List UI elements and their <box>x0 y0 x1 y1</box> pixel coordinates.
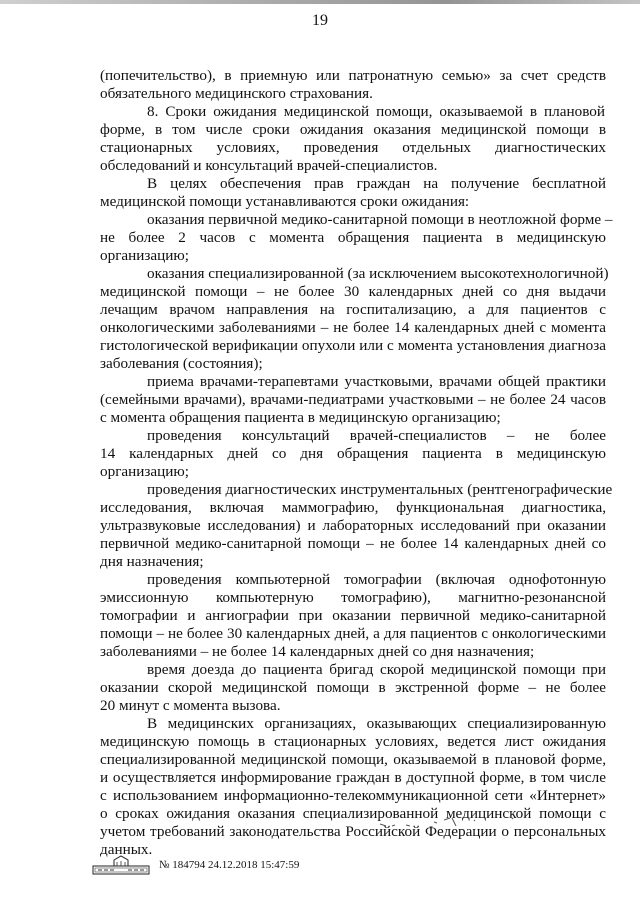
text-line: с использованием информационно-телекоммуникационной сети «Интернет» <box>100 787 606 804</box>
section-heading-line: 8. Сроки ожидания медицинской помощи, оказываемой в плановой <box>147 103 605 120</box>
text-line: проведения диагностических инструментальных (рентгенографические <box>147 481 613 498</box>
text-line: заболевания (состояния); <box>100 355 263 372</box>
text-line: медицинской помощи – не более 30 календарных дней со дня выдачи <box>100 283 606 300</box>
text-line: ультразвуковые исследования) и лабораторных исследований при оказании <box>100 517 606 534</box>
text-line: медицинскую помощь в стационарных условиях, ведется лист ожидания <box>100 733 606 750</box>
text-line: В целях обеспечения прав граждан на получение бесплатной <box>147 175 606 192</box>
emblem-icon <box>92 855 150 875</box>
text-line: (семейными врачами), врачами-педиатрами участковыми – не более 24 часов <box>100 391 606 408</box>
text-line: помощи – не более 30 календарных дней, а для пациентов с онкологическими <box>100 625 606 642</box>
section-heading-line: стационарных условиях, проведения отдельных диагностических <box>100 139 606 156</box>
text-line: обязательного медицинского страхования. <box>100 85 373 102</box>
stamp-text: № 184794 24.12.2018 15:47:59 <box>159 859 300 871</box>
text-line: оказания специализированной (за исключением высокотехнологичной) <box>147 265 609 282</box>
text-line: организацию; <box>100 463 189 480</box>
page-number: 19 <box>312 12 328 29</box>
text-line: эмиссионную компьютерную томографию), магнитно-резонансной <box>100 589 606 606</box>
text-line: учетом требований законодательства Российской Федерации о персональных <box>100 823 606 840</box>
text-line: 20 минут с момента вызова. <box>100 697 281 714</box>
text-line: организацию; <box>100 247 189 264</box>
text-line: оказания первичной медико-санитарной помощи в неотложной форме – <box>147 211 613 228</box>
text-line: дня назначения; <box>100 553 204 570</box>
text-line: первичной медико-санитарной помощи – не более 14 календарных дней со <box>100 535 606 552</box>
text-line: томографии и ангиографии при оказании первичной медико-санитарной <box>100 607 606 624</box>
text-line: и осуществляется информирование граждан в доступной форме, в том числе <box>100 769 606 786</box>
text-line: исследования, включая маммографию, функциональная диагностика, <box>100 499 606 516</box>
section-heading-line: обследований и консультаций врачей-специалистов. <box>100 157 438 174</box>
text-line: (попечительство), в приемную или патронатную семью» за счет средств <box>100 67 606 84</box>
text-line: В медицинских организациях, оказывающих специализированную <box>147 715 606 732</box>
text-line: медицинской помощи устанавливаются сроки ожидания: <box>100 193 470 210</box>
text-line: гистологической верификации опухоли или с момента установления диагноза <box>100 337 606 354</box>
text-line: заболеваниями – не более 14 календарных дней со дня назначения; <box>100 643 535 660</box>
text-line: с момента обращения пациента в медицинскую организацию; <box>100 409 501 426</box>
text-line: о сроках ожидания оказания специализированной медицинской помощи с <box>100 805 606 822</box>
text-line: оказании скорой медицинской помощи в экстренной форме – не более <box>100 679 606 696</box>
document-stamp <box>92 855 352 879</box>
text-line: онкологическими заболеваниями – не более 14 календарных дней с момента <box>100 319 606 336</box>
text-line: приема врачами-терапевтами участковыми, врачами общей практики <box>147 373 606 390</box>
section-heading-line: форме, в том числе сроки ожидания оказания медицинской помощи в <box>100 121 606 138</box>
ink-marks <box>378 814 523 832</box>
text-line: проведения консультаций врачей-специалистов – не более <box>147 427 606 444</box>
text-line: не более 2 часов с момента обращения пациента в медицинскую <box>100 229 606 246</box>
text-line: время доезда до пациента бригад скорой медицинской помощи при <box>147 661 606 678</box>
text-line: специализированной медицинской помощи, оказываемой в плановой форме, <box>100 751 606 768</box>
text-line: данных. <box>100 841 153 858</box>
text-line: лечащим врачом направления на госпитализацию, а для пациентов с <box>100 301 606 318</box>
text-line: проведения компьютерной томографии (включая однофотонную <box>147 571 606 588</box>
scan-top-edge <box>0 0 640 4</box>
text-line: 14 календарных дней со дня обращения пациента в медицинскую <box>100 445 606 462</box>
